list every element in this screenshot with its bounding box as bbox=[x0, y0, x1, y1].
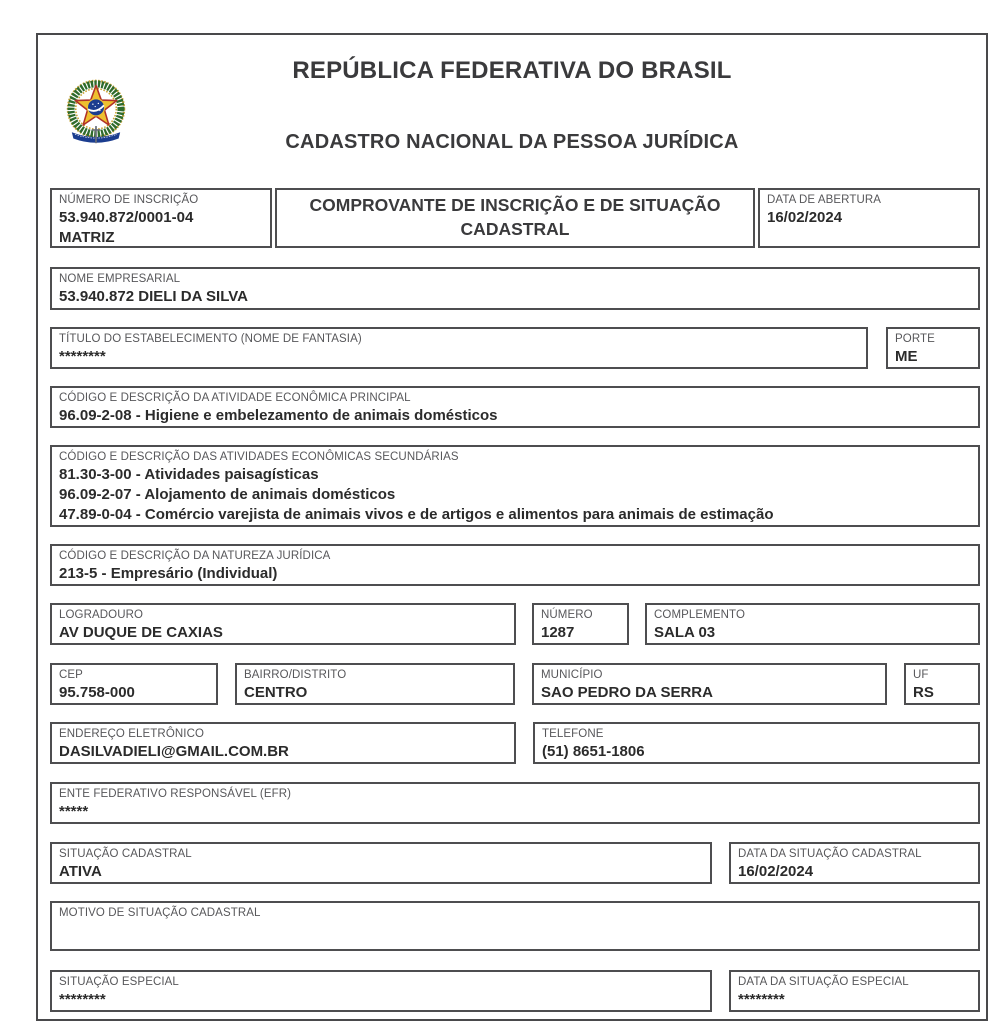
field-value: ME bbox=[895, 347, 918, 365]
field-label: ENTE FEDERATIVO RESPONSÁVEL (EFR) bbox=[59, 788, 292, 800]
row-nome-empresarial bbox=[50, 267, 980, 310]
field-label: TÍTULO DO ESTABELECIMENTO (NOME DE FANTASIA) bbox=[59, 333, 362, 345]
field-value: CENTRO bbox=[244, 683, 308, 701]
field-label: DATA DE ABERTURA bbox=[767, 194, 882, 206]
field-motivo-situacao bbox=[50, 901, 980, 951]
field-value: 1287 bbox=[541, 623, 575, 641]
field-value: RS bbox=[913, 683, 934, 701]
field-value: ******** bbox=[59, 347, 106, 365]
field-value: 213-5 - Empresário (Individual) bbox=[59, 564, 278, 582]
row-atividades-secundarias bbox=[50, 445, 980, 527]
field-value-line: 96.09-2-07 - Alojamento de animais domésticos bbox=[59, 486, 396, 504]
page-title: REPÚBLICA FEDERATIVA DO BRASIL bbox=[292, 57, 732, 84]
field-email bbox=[50, 722, 516, 764]
field-value: 53.940.872/0001-04 bbox=[59, 208, 194, 226]
field-value: 16/02/2024 bbox=[767, 208, 843, 226]
globe-star bbox=[95, 106, 96, 107]
field-porte bbox=[886, 327, 980, 369]
row-situacao-especial bbox=[50, 970, 980, 1012]
field-value-line: 81.30-3-00 - Atividades paisagísticas bbox=[59, 465, 319, 483]
row-inscricao bbox=[50, 188, 980, 248]
row-natureza-juridica bbox=[50, 544, 980, 586]
row-atividade-principal bbox=[50, 386, 980, 428]
field-value: ATIVA bbox=[59, 862, 102, 880]
field-label: SITUAÇÃO ESPECIAL bbox=[59, 976, 179, 988]
field-label: CÓDIGO E DESCRIÇÃO DAS ATIVIDADES ECONÔMICAS SECUNDÁRIAS bbox=[59, 451, 459, 463]
field-label: BAIRRO/DISTRITO bbox=[244, 669, 347, 681]
field-label: LOGRADOURO bbox=[59, 609, 144, 621]
row-motivo-situacao bbox=[50, 901, 980, 951]
field-atividade-principal bbox=[50, 386, 980, 428]
field-value-line: 47.89-0-04 - Comércio varejista de animais vivos e de artigos e alimentos para animais de estimação bbox=[59, 506, 774, 524]
field-value: ***** bbox=[59, 802, 89, 820]
field-value: DASILVADIELI@GMAIL.COM.BR bbox=[59, 742, 289, 760]
page-subtitle: CADASTRO NACIONAL DA PESSOA JURÍDICA bbox=[285, 131, 739, 153]
field-data-situacao-cadastral bbox=[729, 842, 980, 884]
row-contato bbox=[50, 722, 980, 764]
field-label: ENDEREÇO ELETRÔNICO bbox=[59, 728, 205, 740]
row-endereco-2 bbox=[50, 663, 980, 705]
field-cep bbox=[50, 663, 218, 705]
field-label: NOME EMPRESARIAL bbox=[59, 273, 181, 285]
field-label: SITUAÇÃO CADASTRAL bbox=[59, 848, 192, 860]
field-bairro bbox=[235, 663, 515, 705]
row-endereco-1 bbox=[50, 603, 980, 645]
field-efr bbox=[50, 782, 980, 824]
field-value: SALA 03 bbox=[654, 623, 716, 641]
field-atividades-secundarias bbox=[50, 445, 980, 527]
field-value: AV DUQUE DE CAXIAS bbox=[59, 623, 223, 641]
row-efr bbox=[50, 782, 980, 824]
field-label: DATA DA SITUAÇÃO CADASTRAL bbox=[738, 848, 922, 860]
field-value: 95.758-000 bbox=[59, 683, 135, 701]
field-label: MUNICÍPIO bbox=[541, 669, 603, 681]
globe-star bbox=[99, 110, 100, 111]
field-value: ******** bbox=[59, 990, 106, 1008]
field-value: (51) 8651-1806 bbox=[542, 742, 645, 760]
field-situacao-especial bbox=[50, 970, 712, 1012]
field-label: DATA DA SITUAÇÃO ESPECIAL bbox=[738, 976, 909, 988]
globe-star bbox=[92, 103, 93, 104]
field-nome-empresarial bbox=[50, 267, 980, 310]
field-titulo-estabelecimento bbox=[50, 327, 868, 369]
field-data-abertura bbox=[758, 188, 980, 248]
field-numero bbox=[532, 603, 629, 645]
field-value: 53.940.872 DIELI DA SILVA bbox=[59, 287, 248, 305]
field-label: CÓDIGO E DESCRIÇÃO DA ATIVIDADE ECONÔMICA PRINCIPAL bbox=[59, 392, 411, 404]
field-value: 96.09-2-08 - Higiene e embelezamento de animais domésticos bbox=[59, 406, 498, 424]
field-value: ******** bbox=[738, 990, 785, 1008]
field-uf bbox=[904, 663, 980, 705]
field-label: MOTIVO DE SITUAÇÃO CADASTRAL bbox=[59, 907, 261, 919]
field-value: 16/02/2024 bbox=[738, 862, 814, 880]
field-complemento bbox=[645, 603, 980, 645]
field-label: NÚMERO DE INSCRIÇÃO bbox=[59, 194, 199, 206]
field-label: PORTE bbox=[895, 333, 935, 345]
field-logradouro bbox=[50, 603, 516, 645]
field-municipio bbox=[532, 663, 887, 705]
field-label: UF bbox=[913, 669, 929, 681]
document-body bbox=[50, 188, 980, 1012]
document-frame bbox=[36, 33, 988, 1021]
field-telefone bbox=[533, 722, 980, 764]
field-label: TELEFONE bbox=[542, 728, 604, 740]
globe-star bbox=[98, 103, 99, 104]
field-label: NÚMERO bbox=[541, 609, 593, 621]
field-label: CÓDIGO E DESCRIÇÃO DA NATUREZA JURÍDICA bbox=[59, 550, 331, 562]
field-value-matriz: MATRIZ bbox=[59, 229, 115, 247]
row-situacao-cadastral bbox=[50, 842, 980, 884]
field-data-situacao-especial bbox=[729, 970, 980, 1012]
field-label: COMPLEMENTO bbox=[654, 609, 745, 621]
field-label: CEP bbox=[59, 669, 83, 681]
field-situacao-cadastral bbox=[50, 842, 712, 884]
field-natureza-juridica bbox=[50, 544, 980, 586]
document-heading: COMPROVANTE DE INSCRIÇÃO E DE SITUAÇÃO CADASTRAL bbox=[275, 188, 755, 248]
row-fantasia-porte bbox=[50, 327, 980, 369]
field-numero-inscricao bbox=[50, 188, 272, 248]
field-value: SAO PEDRO DA SERRA bbox=[541, 683, 713, 701]
